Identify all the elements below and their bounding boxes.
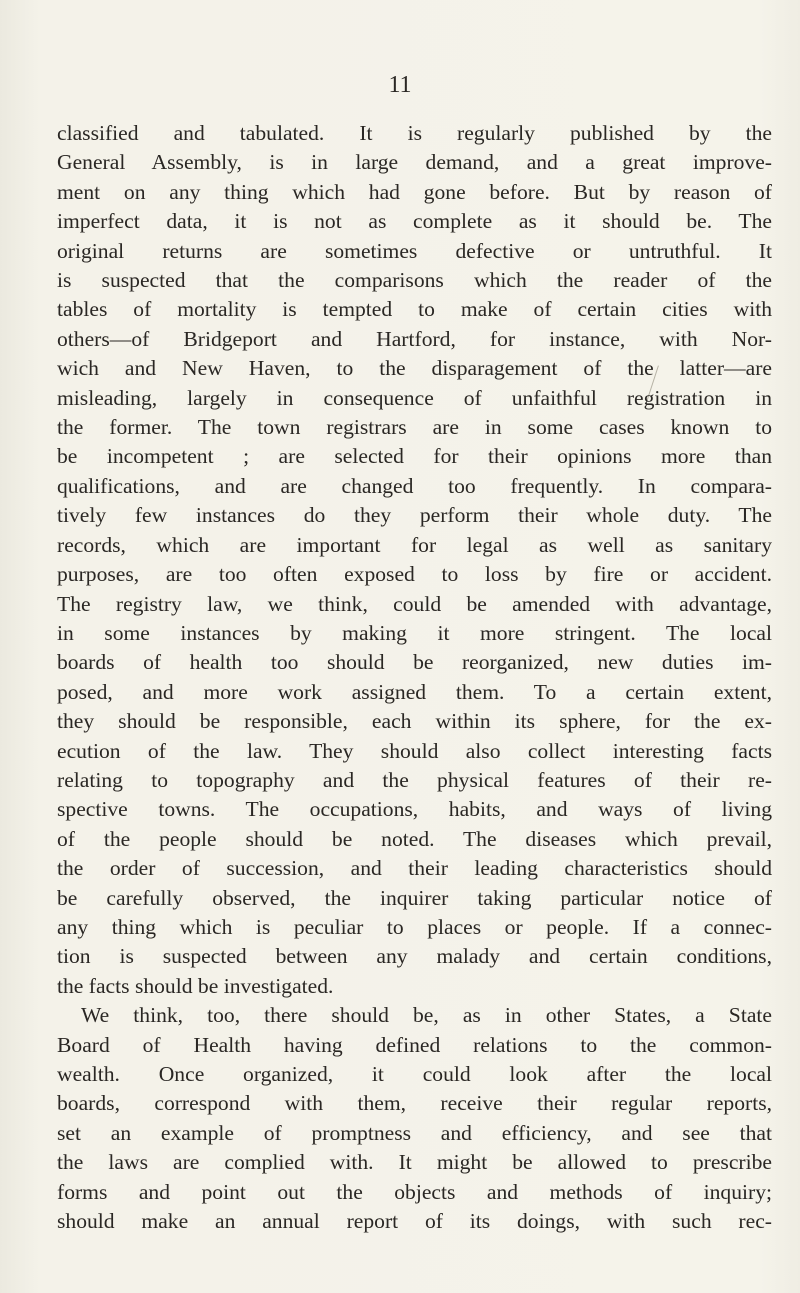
text-line: of the people should be noted. The diseases which prevail, — [57, 826, 772, 851]
text-line: be incompetent ; are selected for their opinions more than — [57, 444, 772, 469]
text-line: ment on any thing which had gone before. But by reason of — [57, 179, 772, 204]
text-line: wich and New Haven, to the disparagement of the latter—are — [57, 356, 772, 381]
text-line: forms and point out the objects and methods of inquiry; — [57, 1179, 772, 1204]
text-line: ecution of the law. They should also collect interesting facts — [57, 738, 772, 763]
text-line: General Assembly, is in large demand, and a great improve- — [57, 150, 772, 175]
text-line: they should be responsible, each within its sphere, for the ex- — [57, 709, 772, 734]
text-line: tion is suspected between any malady and certain conditions, — [57, 944, 772, 969]
text-line: original returns are sometimes defective or untruthful. It — [57, 238, 772, 263]
text-line: set an example of promptness and efficiency, and see that — [57, 1120, 772, 1145]
text-line: wealth. Once organized, it could look after the local — [57, 1062, 772, 1086]
text-line: The registry law, we think, could be amended with advantage, — [57, 591, 772, 616]
text-line: the former. The town registrars are in some cases known to — [57, 415, 772, 440]
page-number: 11 — [388, 72, 412, 98]
body-text — [57, 119, 772, 1236]
text-line: others—of Bridgeport and Hartford, for instance, with Nor- — [57, 326, 772, 351]
text-line: be carefully observed, the inquirer taking particular notice of — [57, 885, 772, 910]
text-line: any thing which is peculiar to places or people. If a connec- — [57, 914, 772, 939]
text-line: spective towns. The occupations, habits, and ways of living — [57, 797, 772, 822]
text-line: tively few instances do they perform their whole duty. The — [57, 503, 772, 528]
text-line: boards, correspond with them, receive their regular reports, — [57, 1091, 772, 1116]
text-line: boards of health too should be reorganized, new duties im- — [57, 650, 772, 675]
text-line: the laws are complied with. It might be allowed to prescribe — [57, 1150, 772, 1175]
text-line: the order of succession, and their leading characteristics should — [57, 856, 772, 881]
text-line: is suspected that the comparisons which the reader of the — [57, 268, 772, 293]
paragraph-end-line: the facts should be investigated. — [57, 973, 334, 998]
text-line: imperfect data, it is not as complete as it should be. The — [57, 209, 772, 234]
text-line: in some instances by making it more stringent. The local — [57, 620, 772, 645]
text-line: Board of Health having defined relations to the common- — [57, 1032, 772, 1057]
text-line: relating to topography and the physical features of their re- — [57, 767, 772, 792]
text-line: should make an annual report of its doings, with such rec- — [57, 1209, 772, 1234]
text-line: tables of mortality is tempted to make of certain cities with — [57, 297, 772, 322]
text-line: classified and tabulated. It is regularly published by the — [57, 121, 772, 145]
text-line: qualifications, and are changed too frequently. In compara- — [57, 473, 772, 498]
text-line: purposes, are too often exposed to loss by fire or accident. — [57, 562, 772, 587]
text-line: misleading, largely in consequence of unfaithful registration in — [57, 385, 772, 410]
text-line: posed, and more work assigned them. To a certain extent, — [57, 679, 772, 704]
text-line: records, which are important for legal as well as sanitary — [57, 532, 772, 557]
paragraph-start-line: We think, too, there should be, as in other States, a State — [81, 1003, 772, 1028]
